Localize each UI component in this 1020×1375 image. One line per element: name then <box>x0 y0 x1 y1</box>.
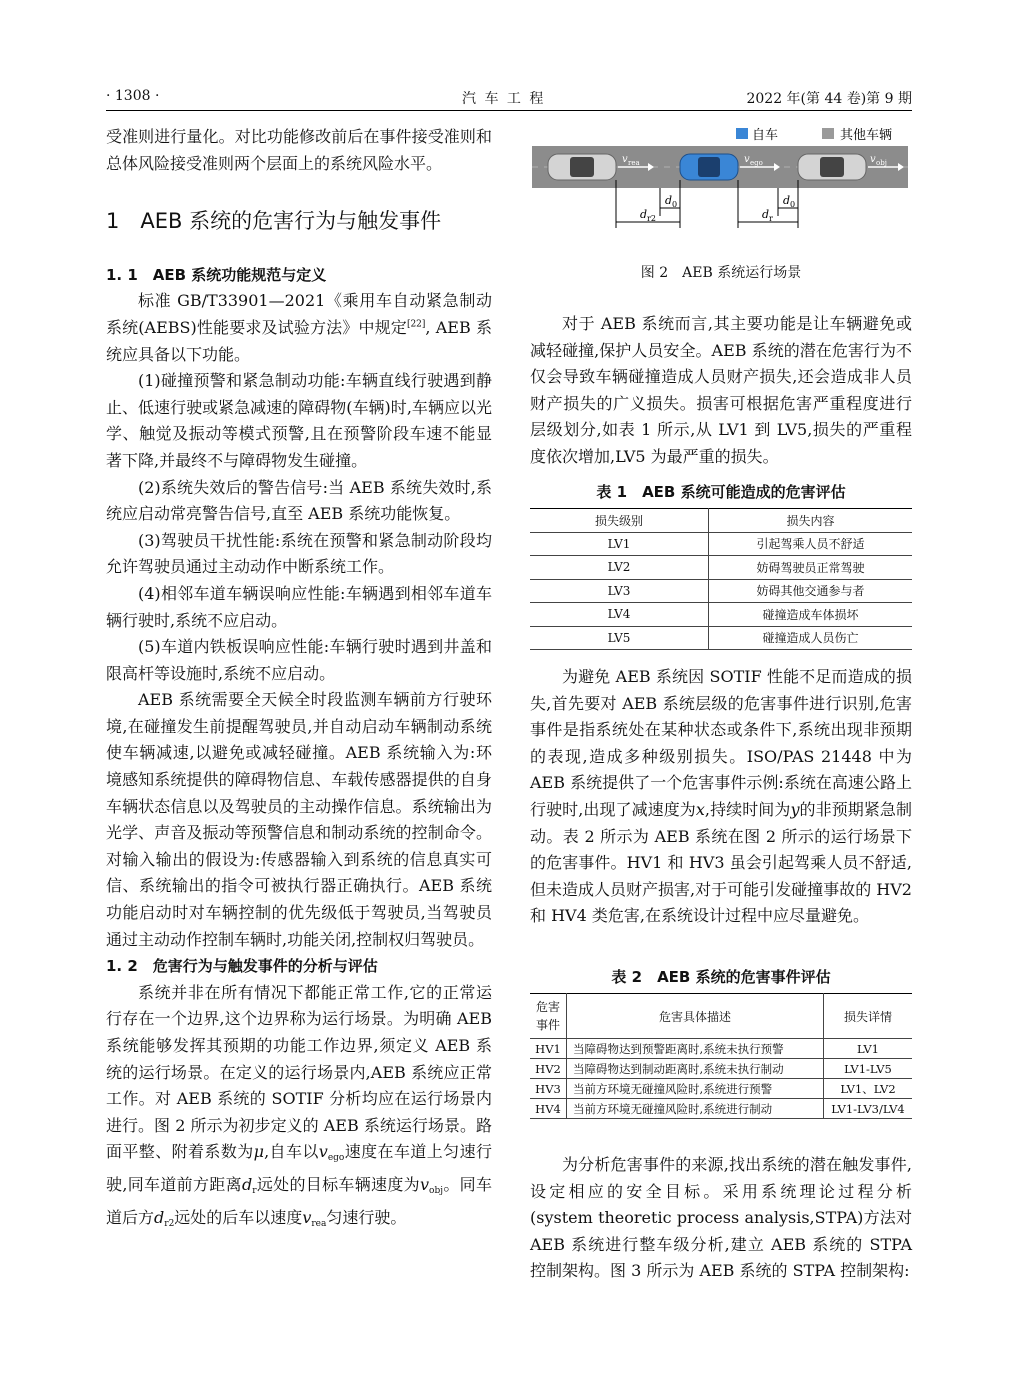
page-number: · 1308 · <box>106 88 160 104</box>
header-rule <box>106 110 912 111</box>
journal-title: 汽 车 工 程 <box>462 91 546 107</box>
d0-label: d <box>783 194 791 207</box>
scenario-figure <box>530 124 912 234</box>
table-row: LV4 碰撞造成车体损坏 <box>530 603 912 627</box>
legend-self-label: 自车 <box>752 128 779 143</box>
svg-text:v: v <box>870 154 876 165</box>
table-row: HV2 当障碍物达到制动距离时,系统未执行制动 LV1-LV5 <box>530 1059 912 1079</box>
table1: 损失级别 损失内容 LV1 引起驾乘人员不舒适 LV2 妨碍驾驶员正常驾驶 LV3 妨碍其他交通参与者 LV4 碰撞造成车体损坏 LV5 碰撞造成人员伤亡 <box>530 508 912 650</box>
svg-text:obj: obj <box>876 159 887 167</box>
table2-caption: 表 2 AEB 系统的危害事件评估 <box>611 968 831 986</box>
paragraph: (2)系统失效后的警告信号:当 AEB 系统失效时,系统应启动常亮警告信号,直至 AEB 系统功能恢复。 <box>106 477 492 524</box>
paragraph: 系统并非在所有情况下都能正常工作,它的正常运行存在一个边界,这个边界称为运行场景。为明确 AEB 系统能够发挥其预期的功能工作边界,须定义 AEB 系统的运行场景。在定义的运行场景内,AEB 系统应正常工作。对 AEB 系统的 SOTIF 分析均应在运行场景内进行。图 2 所示为初步定义的 AEB 系统运行场景。路面平整、附着系数为μ,自车以$v_{ego}$速度在车道上匀速行驶,同车道前方距离$d_r$远处的目标车辆速度为$v_{obj}$。同车道后方$d_{r2}$远处的后车以速度$v_{rea}$匀速行驶。 <box>106 982 492 1229</box>
dr2-label: d <box>640 208 648 221</box>
paragraph: (4)相邻车道车辆误响应性能:车辆遇到相邻车道车辆行驶时,系统不应启动。 <box>106 583 492 630</box>
figure-caption: 图 2 AEB 系统运行场景 <box>640 265 802 281</box>
svg-text:r2: r2 <box>647 214 656 223</box>
table-row: HV1 当障碍物达到预警距离时,系统未执行预警 LV1 <box>530 1039 912 1059</box>
paragraph: AEB 系统需要全天候全时段监测车辆前方行驶环境,在碰撞发生前提醒驾驶员,并自动启动车辆制动系统使车辆减速,以避免或减轻碰撞。AEB 系统输入为:环境感知系统提供的障碍物信息、车载传感器提供的自身车辆状态信息以及驾驶员的主动操作信息。系统输出为光学、声音及振动等预警信息和制动系统的控制命令。对输入输出的假设为:传感器输入到系统的信息真实可信、系统输出的指令可被执行器正确执行。AEB 系统功能启动时对车辆控制的优先级低于驾驶员,当驾驶员通过主动动作控制车辆时,功能关闭,控制权归驾驶员。 <box>106 690 492 949</box>
legend-other-label: 其他车辆 <box>840 128 893 143</box>
table2: 危害事件 危害具体描述 损失详情 HV1 当障碍物达到预警距离时,系统未执行预警 LV1 HV2 当障碍物达到制动距离时,系统未执行制动 LV1-LV5 HV3 当前方环境无碰撞风险时,系统进行预警 LV1、LV2 HV4 当前方环境无碰撞风险时,系统进行制动 LV1-LV3/LV4 <box>530 993 912 1119</box>
left-column <box>106 124 492 1237</box>
subsection-heading: 1. 1 AEB 系统功能规范与定义 <box>106 265 327 284</box>
svg-text:0: 0 <box>672 200 678 209</box>
legend-self-swatch <box>736 128 748 139</box>
section-heading: 1 AEB 系统的危害行为与触发事件 <box>106 209 442 234</box>
svg-text:0: 0 <box>790 200 796 209</box>
citation: [22] <box>406 319 426 330</box>
svg-text:v: v <box>744 154 750 165</box>
table-row: LV5 碰撞造成人员伤亡 <box>530 626 912 650</box>
svg-text:v: v <box>622 154 628 165</box>
right-paragraph-2: 为避免 AEB 系统因 SOTIF 性能不足而造成的损失,首先要对 AEB 系统层级的危害事件进行识别,危害事件是指系统处在某种状态或条件下,系统出现非预期的表现,造成多种级别损失。ISO/PAS 21448 中为 AEB 系统提供了一个危害事件示例:系统在高速公路上行驶时,出现了减速度为x,持续时间为y的非预期紧急制动。表 2 所示为 AEB 系统在图 2 所示的运行场景下的危害事件。HV1 和 HV3 虽会引起驾乘人员不舒适,但未造成人员财产损害,对于可能引发碰撞事故的 HV2 和 HV4 类危害,在系统设计过程中应尽量避免。 <box>530 667 912 926</box>
table1-caption: 表 1 AEB 系统可能造成的危害评估 <box>596 483 846 501</box>
paragraph: (1)碰撞预警和紧急制动功能:车辆直线行驶遇到静止、低速行驶或紧急减速的障碍物(车辆)时,车辆应以光学、触觉及振动等模式预警,且在预警阶段车速不能显著下降,并最终不与障碍物发生碰撞。 <box>106 371 492 470</box>
issue-info: 2022 年(第 44 卷)第 9 期 <box>746 91 912 107</box>
table-row: HV3 当前方环境无碰撞风险时,系统进行预警 LV1、LV2 <box>530 1079 912 1099</box>
legend-other-swatch <box>822 128 834 139</box>
paragraph: (3)驾驶员干扰性能:系统在预警和紧急制动阶段均允许驾驶员通过主动动作中断系统工作。 <box>106 530 492 577</box>
table-row: LV2 妨碍驾驶员正常驾驶 <box>530 556 912 580</box>
right-paragraph-1: 对于 AEB 系统而言,其主要功能是让车辆避免或减轻碰撞,保护人员安全。AEB 系统的潜在危害行为不仅会导致车辆碰撞造成人员财产损失,还会造成非人员财产损失的广义损失。损害可根据危害严重程度进行层级划分,如表 1 所示,从 LV1 到 LV5,损失的严重程度依次增加,LV5 为最严重的损失。 <box>530 314 912 466</box>
table-row: HV4 当前方环境无碰撞风险时,系统进行制动 LV1-LV3/LV4 <box>530 1099 912 1119</box>
paragraph: 标准 GB/T33901—2021《乘用车自动紧急制动系统(AEBS)性能要求及试验方法》中规定[22], AEB 系统应具备以下功能。 <box>106 291 492 364</box>
svg-text:ego: ego <box>750 159 763 167</box>
table-row: LV1 引起驾乘人员不舒适 <box>530 532 912 556</box>
table-row: LV3 妨碍其他交通参与者 <box>530 579 912 603</box>
paragraph: (5)车道内铁板误响应性能:车辆行驶时遇到井盖和限高杆等设施时,系统不应启动。 <box>106 637 492 683</box>
subsection-heading: 1. 2 危害行为与触发事件的分析与评估 <box>106 957 378 976</box>
svg-text:r: r <box>769 214 773 223</box>
svg-text:rea: rea <box>628 159 640 167</box>
d0-label: d <box>665 194 673 207</box>
right-paragraph-3: 为分析危害事件的来源,找出系统的潜在触发事件,设定相应的安全目标。采用系统理论过程分析(system theoretic process analysis,STPA)方法对 AEB 系统进行整车级分析,建立 AEB 系统的 STPA 控制架构。图 3 所示为 AEB 系统的 STPA 控制架构: <box>530 1155 912 1281</box>
dr-label: d <box>762 208 770 221</box>
paragraph: 受准则进行量化。对比功能修改前后在事件接受准则和总体风险接受准则两个层面上的系统风险水平。 <box>106 127 492 173</box>
